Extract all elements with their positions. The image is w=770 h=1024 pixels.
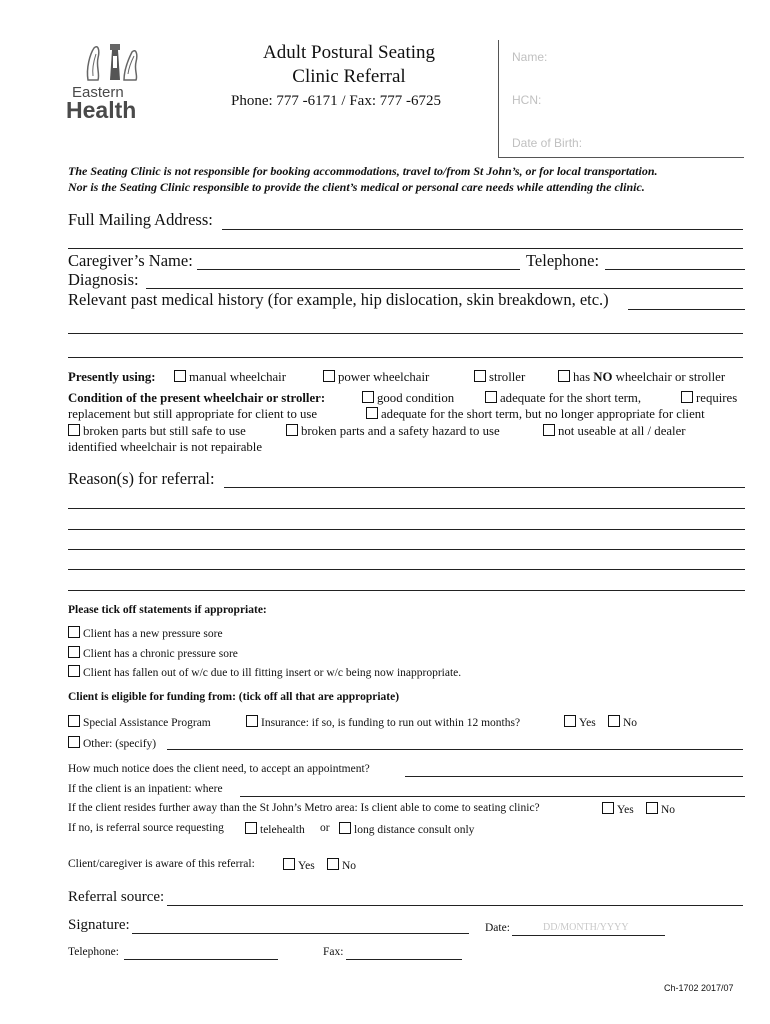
footer-telephone-line[interactable] [124,959,278,960]
reason-line-5[interactable] [68,569,745,570]
caregiver-label: Caregiver’s Name: [68,251,193,270]
option-telehealth[interactable]: telehealth [245,822,305,836]
checkbox[interactable] [327,858,339,870]
checkbox[interactable] [558,370,570,382]
option-no-longer-appropriate[interactable]: adequate for the short term, but no longer appropriate for client [366,407,705,422]
checkbox[interactable] [323,370,335,382]
checkbox[interactable] [474,370,486,382]
caregiver-line[interactable] [197,269,520,270]
option-long-distance[interactable]: long distance consult only [339,822,474,836]
checkbox[interactable] [174,370,186,382]
lighthouse-icon [84,40,142,84]
checkbox[interactable] [68,665,80,677]
funding-heading: Client is eligible for funding from: (tick off all that are appropriate) [68,691,400,703]
condition-label: Condition of the present wheelchair or stroller: [68,391,326,405]
inpatient-line[interactable] [240,796,745,797]
option-requires[interactable]: requires [681,391,737,406]
date-placeholder[interactable]: DD/MONTH/YYYY [543,922,629,933]
metro-no[interactable]: No [646,802,675,816]
checkbox[interactable] [245,822,257,834]
checkbox[interactable] [68,424,80,436]
form-code: Ch-1702 2017/07 [664,983,734,993]
footer-fax-line[interactable] [346,959,462,960]
history-line-2[interactable] [68,333,743,334]
option-no-wheelchair[interactable]: has NO wheelchair or stroller [558,370,725,385]
diagnosis-line[interactable] [146,288,743,289]
dob-field[interactable]: Date of Birth: [512,136,583,150]
reason-label: Reason(s) for referral: [68,469,215,488]
logo-line2: Health [66,97,137,123]
reason-line-3[interactable] [68,529,745,530]
referral-source-line[interactable] [167,905,743,906]
inpatient-question: If the client is an inpatient: where [68,783,223,795]
statement-fallen-out[interactable]: Client has fallen out of w/c due to ill fitting insert or w/c being now inappropriate. [68,665,461,679]
checkbox[interactable] [564,715,576,727]
notice-question: How much notice does the client need, to accept an appointment? [68,763,370,775]
disclaimer-line1: The Seating Clinic is not responsible for booking accommodations, travel to/from St John’s, or for local transportation. [68,164,658,178]
checkbox[interactable] [68,736,80,748]
option-broken-hazard[interactable]: broken parts and a safety hazard to use [286,424,500,439]
aware-no[interactable]: No [327,858,356,872]
checkbox[interactable] [286,424,298,436]
date-label: Date: [485,922,510,934]
date-line[interactable] [512,935,665,936]
funding-special-assistance[interactable]: Special Assistance Program [68,715,211,729]
title-line1: Adult Postural Seating [262,42,436,63]
form-title [219,41,479,89]
checkbox[interactable] [485,391,497,403]
option-not-useable[interactable]: not useable at all / dealer [543,424,686,439]
metro-question: If the client resides further away than the St John’s Metro area: Is client able to come to seating clinic? [68,802,540,814]
history-line-3[interactable] [68,357,743,358]
funding-other[interactable]: Other: (specify) [68,736,156,750]
aware-yes[interactable]: Yes [283,858,315,872]
checkbox[interactable] [366,407,378,419]
telephone-label: Telephone: [526,251,600,270]
statement-new-sore[interactable]: Client has a new pressure sore [68,626,223,640]
logo-line1: Eastern [72,84,124,101]
option-adequate-short[interactable]: adequate for the short term, [485,391,641,406]
disclaimer [68,163,658,195]
funding-no[interactable]: No [608,715,637,729]
checkbox[interactable] [646,802,658,814]
funding-yes[interactable]: Yes [564,715,596,729]
address-line-1[interactable] [222,229,743,230]
checkbox[interactable] [246,715,258,727]
checkbox[interactable] [68,646,80,658]
option-manual-wheelchair[interactable]: manual wheelchair [174,370,286,385]
aware-label: Client/caregiver is aware of this referral: [68,858,255,870]
referral-source-label: Referral source: [68,889,165,905]
checkbox[interactable] [543,424,555,436]
option-stroller[interactable]: stroller [474,370,525,385]
checkbox[interactable] [681,391,693,403]
title-line2: Clinic Referral [292,66,406,87]
metro-yes[interactable]: Yes [602,802,634,816]
footer-fax-label: Fax: [323,946,344,958]
statement-chronic-sore[interactable]: Client has a chronic pressure sore [68,646,238,660]
diagnosis-label: Diagnosis: [68,270,139,289]
signature-label: Signature: [68,917,130,933]
statements-heading: Please tick off statements if appropriate: [68,604,267,616]
checkbox[interactable] [602,802,614,814]
condition-replacement-text: replacement but still appropriate for client to use [68,407,318,421]
funding-insurance[interactable]: Insurance: if so, is funding to run out within 12 months? [246,715,520,729]
address-line-2[interactable] [68,248,743,249]
checkbox[interactable] [339,822,351,834]
reason-line-1[interactable] [224,487,745,488]
option-good-condition[interactable]: good condition [362,391,454,406]
checkbox[interactable] [283,858,295,870]
footer-telephone-label: Telephone: [68,946,119,958]
checkbox[interactable] [362,391,374,403]
reason-line-2[interactable] [68,508,745,509]
hcn-field[interactable]: HCN: [512,93,542,107]
notice-line[interactable] [405,776,743,777]
checkbox[interactable] [68,715,80,727]
funding-other-line[interactable] [167,749,743,750]
condition-irreparable-text: identified wheelchair is not repairable [68,440,263,454]
reason-line-4[interactable] [68,549,745,550]
address-label: Full Mailing Address: [68,210,213,229]
clinic-phone: Phone: 777 -6171 / Fax: 777 -6725 [231,93,441,109]
presently-label: Presently using: [68,370,156,384]
if-no-question: If no, is referral source requesting [68,822,224,834]
disclaimer-line2: Nor is the Seating Clinic responsible to provide the client’s medical or personal care needs while attending the clinic. [68,180,645,194]
option-broken-safe[interactable]: broken parts but still safe to use [68,424,246,439]
reason-line-6[interactable] [68,590,745,591]
name-field[interactable]: Name: [512,50,548,64]
option-power-wheelchair[interactable]: power wheelchair [323,370,429,385]
telephone-line[interactable] [605,269,745,270]
signature-line[interactable] [132,933,469,934]
checkbox[interactable] [608,715,620,727]
history-line-1[interactable] [628,309,745,310]
checkbox[interactable] [68,626,80,638]
history-label: Relevant past medical history (for example, hip dislocation, skin breakdown, etc.) [68,290,609,309]
or-text: or [320,822,330,834]
